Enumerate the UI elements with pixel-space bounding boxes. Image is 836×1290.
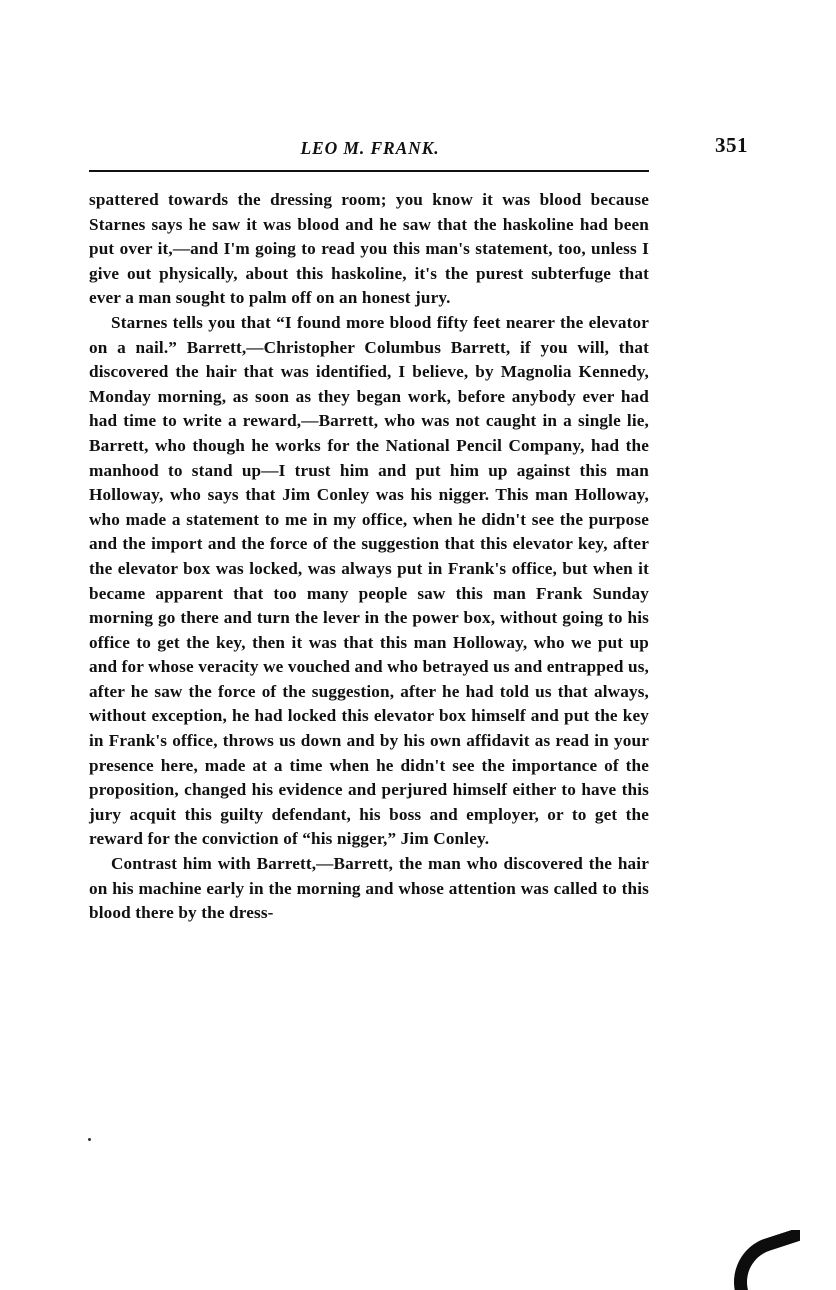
running-head-title: LEO M. FRANK. [300, 138, 440, 158]
body-text [89, 188, 649, 926]
stray-ink-dot [88, 1138, 91, 1141]
paragraph: Contrast him with Barrett,—Barrett, the man who discovered the hair on his machine early in the morning and whose attention was called to this blood there by the dress- [89, 854, 649, 923]
scan-artifact-shape [730, 1230, 800, 1290]
paragraph: Starnes tells you that “I found more blood fifty feet nearer the elevator on a nail.” Barrett,—Christopher Columbus Barrett, if you will, that discovered the hair that was identified, I believe, by Magnolia Kennedy, Monday morning, as soon as they began work, before anybody ever had had time to write a reward,—Barrett, who was not caught in a single lie, Barrett, who though he works for the National Pencil Company, had the manhood to stand up—I trust him and put him up against this man Holloway, who says that Jim Conley was his nigger. This man Holloway, who made a statement to me in my office, when he didn't see the purpose and the import and the force of the suggestion that this elevator key, after the elevator box was locked, was always put in Frank's office, but when it became apparent that too many people saw this man Frank Sunday morning go there and turn the lever in the power box, without going to his office to get the key, then it was that this man Holloway, who we put up and for whose veracity we vouched and who betrayed us and entrapped us, after he saw the force of the suggestion, after he had told us that always, without exception, he had locked this elevator box himself and put the key in Frank's office, throws us down and by his own affidavit as read in your presence here, made at a time when he didn't see the importance of the proposition, changed his evidence and perjured himself either to have this jury acquit this guilty defendant, his boss and employer, or to get the reward for the conviction of “his nigger,” Jim Conley. [89, 312, 649, 849]
header-rule [89, 170, 649, 172]
running-head [90, 138, 650, 159]
page-number: 351 [715, 133, 748, 157]
page-corner-mark [730, 1230, 800, 1290]
paragraph: spattered towards the dressing room; you know it was blood because Starnes says he saw it was blood and he saw that the haskoline had been put over it,—and I'm going to read you this man's statement, too, unless I give out physically, about this haskoline, it's the purest subterfuge that ever a man sought to palm off on an honest jury. [89, 190, 649, 308]
